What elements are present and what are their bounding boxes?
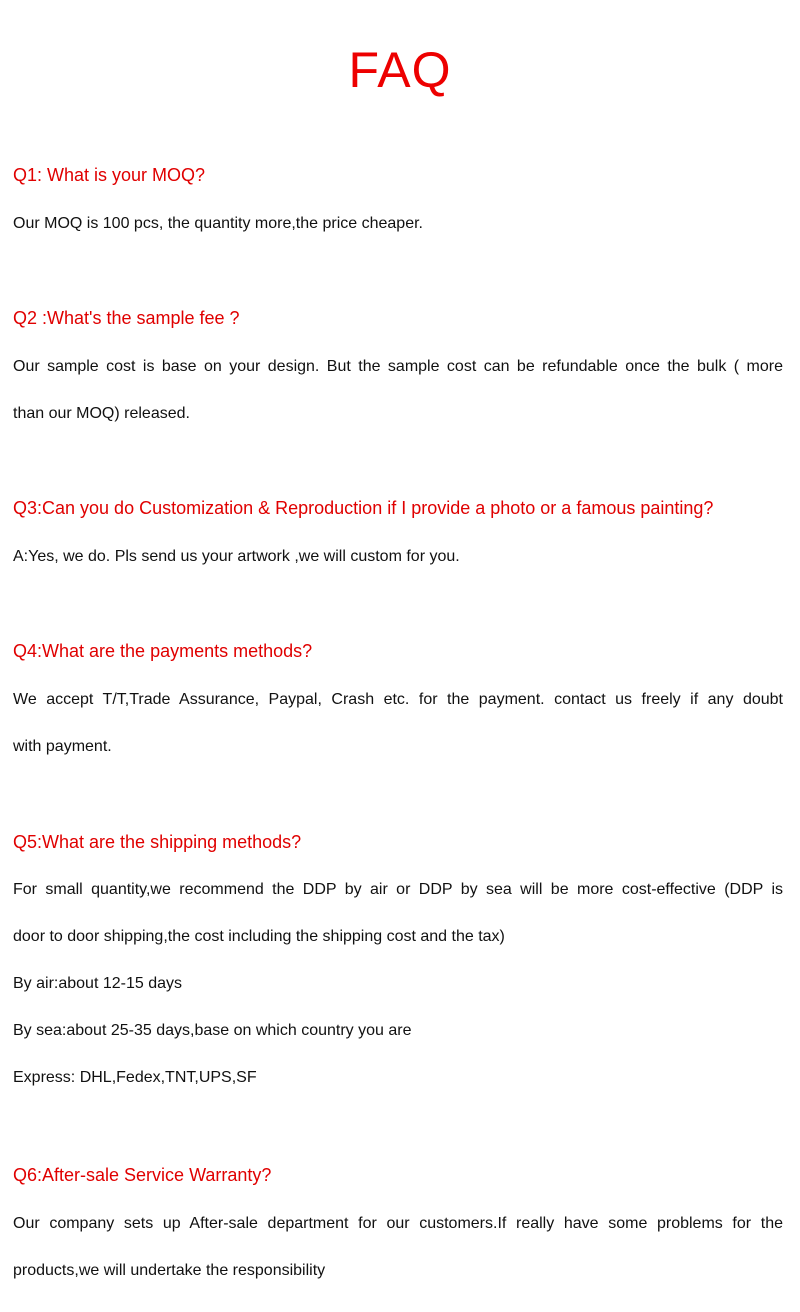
faq-question-6: Q6:After-sale Service Warranty? xyxy=(13,1165,272,1185)
faq-answer-5-line-2: door to door shipping,the cost including the shipping cost and the tax) xyxy=(13,928,505,945)
faq-answer-5-line-5: Express: DHL,Fedex,TNT,UPS,SF xyxy=(13,1069,257,1086)
faq-answer-5-line-3: By air:about 12-15 days xyxy=(13,975,182,992)
faq-question-1: Q1: What is your MOQ? xyxy=(13,165,206,185)
faq-answer-6-line-2: products,we will undertake the responsibility xyxy=(13,1262,326,1279)
faq-answer-5-line-4: By sea:about 25-35 days,base on which country you are xyxy=(13,1022,412,1039)
faq-question-2: Q2 :What's the sample fee ? xyxy=(13,308,240,328)
faq-answer-2 xyxy=(13,343,783,437)
faq-answer-3-line-1: A:Yes, we do. Pls send us your artwork ,we will custom for you. xyxy=(13,548,460,565)
faq-answer-3 xyxy=(13,533,783,580)
faq-answer-6-line-1: Our company sets up After-sale department for our customers.If really have some problems for the xyxy=(13,1215,783,1232)
faq-answer-4-line-2: with payment. xyxy=(13,738,112,755)
faq-answer-5 xyxy=(13,866,783,1101)
faq-answer-2-line-2: than our MOQ) released. xyxy=(13,405,190,422)
faq-question-3: Q3:Can you do Customization & Reproduction if I provide a photo or a famous painting? xyxy=(13,498,714,518)
faq-answer-4 xyxy=(13,676,783,770)
faq-answer-1-line-1: Our MOQ is 100 pcs, the quantity more,the price cheaper. xyxy=(13,215,423,232)
faq-answer-1 xyxy=(13,200,783,247)
page-title: FAQ xyxy=(348,42,452,98)
faq-answer-6 xyxy=(13,1200,783,1294)
faq-question-5: Q5:What are the shipping methods? xyxy=(13,832,302,852)
faq-question-4: Q4:What are the payments methods? xyxy=(13,641,313,661)
faq-answer-2-line-1: Our sample cost is base on your design. But the sample cost can be refundable once the bulk ( more xyxy=(13,358,783,375)
faq-answer-5-line-1: For small quantity,we recommend the DDP by air or DDP by sea will be more cost-effective (DDP is xyxy=(13,881,783,898)
faq-answer-4-line-1: We accept T/T,Trade Assurance, Paypal, Crash etc. for the payment. contact us freely if any doubt xyxy=(13,691,783,708)
